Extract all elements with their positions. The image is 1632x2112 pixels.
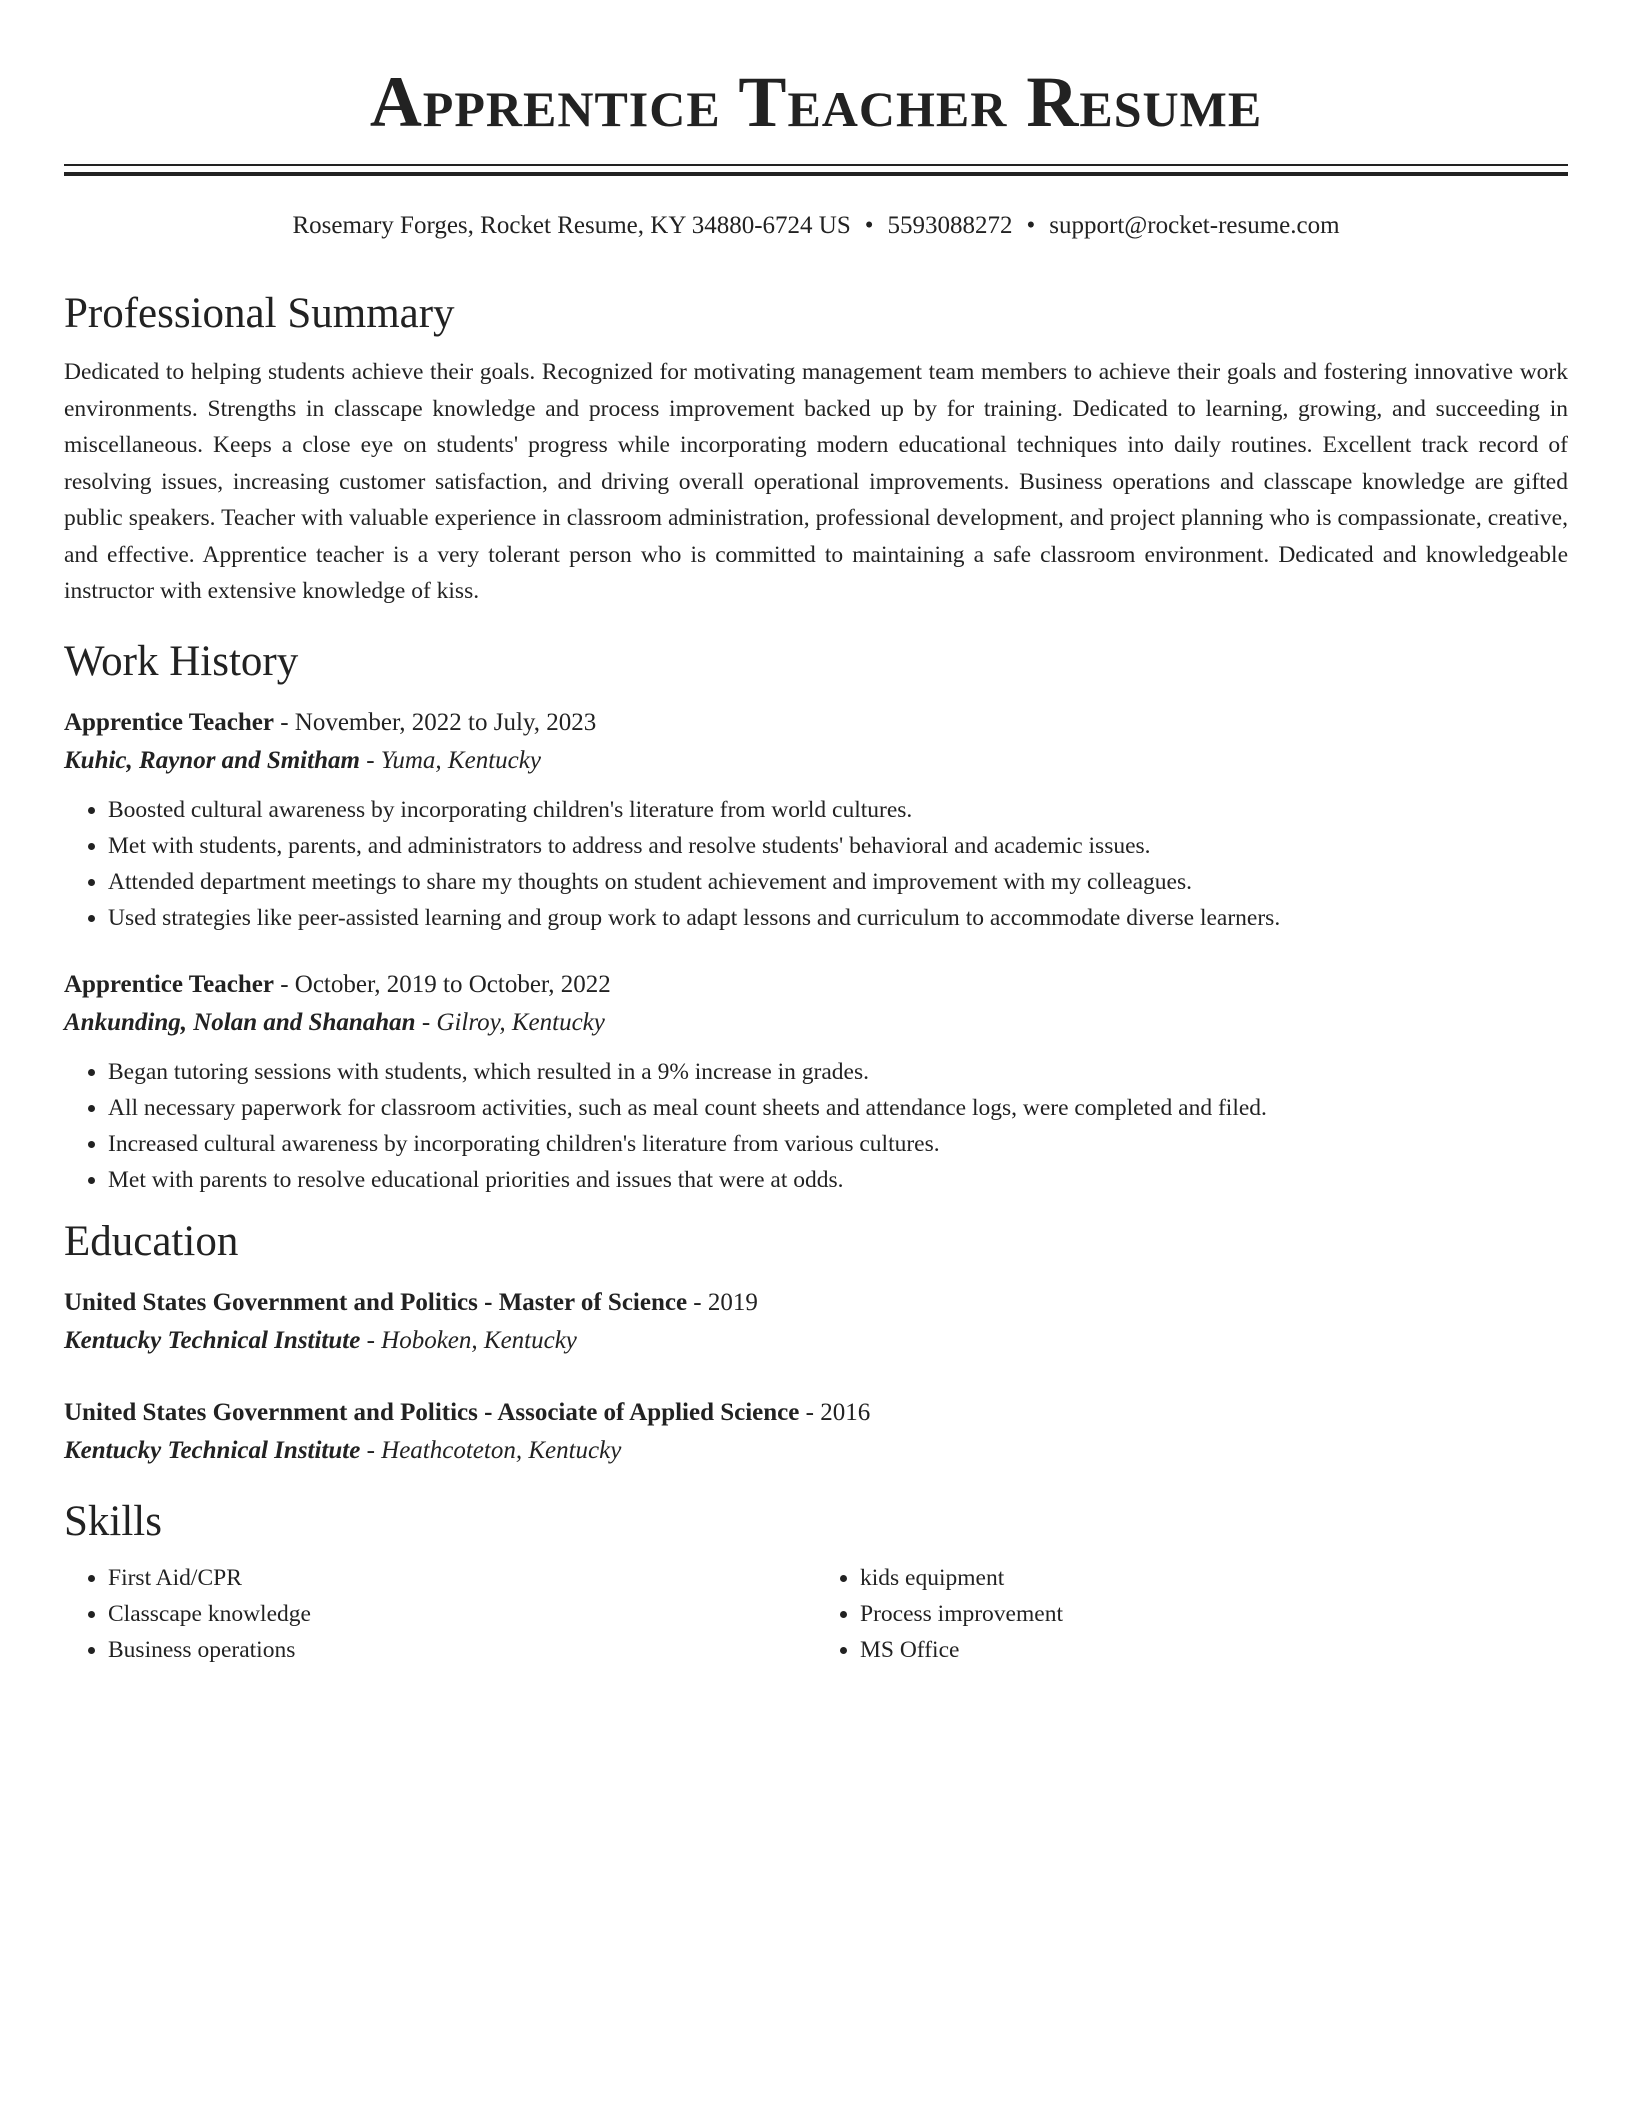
contact-phone: 5593088272 (887, 212, 1013, 239)
education-heading: Education (64, 1217, 239, 1265)
resume-title: Apprentice Teacher Resume (369, 62, 1263, 142)
education-school: Kentucky Technical Institute (64, 1326, 361, 1354)
job-bullet: • Used strategies like peer-assisted learning and group work to adapt lessons and curriculum to accommodate diverse learners. (108, 900, 1568, 936)
education-degree-line (64, 1284, 1568, 1322)
education-location: - Heathcoteton, Kentucky (360, 1436, 622, 1464)
education-year: - 2016 (799, 1398, 871, 1426)
job-title: Apprentice Teacher (64, 708, 274, 736)
job-dates: - November, 2022 to July, 2023 (273, 708, 597, 736)
skills-heading: Skills (64, 1497, 162, 1545)
skill-item: • MS Office (860, 1632, 1568, 1668)
job-bullet: • Met with parents to resolve educational priorities and issues that were at odds. (108, 1162, 1568, 1198)
skill-item: • Process improvement (860, 1596, 1568, 1632)
job-bullet: • Met with students, parents, and administrators to address and resolve students' behavioral and academic issues. (108, 828, 1568, 864)
contact-separator: • (864, 212, 874, 239)
skill-item: • First Aid/CPR (108, 1560, 816, 1596)
job-entry (64, 704, 1568, 936)
job-title: Apprentice Teacher (64, 970, 274, 998)
contact-address: Rosemary Forges, Rocket Resume, KY 34880-6724 US (292, 212, 851, 239)
education-entry (64, 1284, 1568, 1360)
education-school: Kentucky Technical Institute (64, 1436, 361, 1464)
job-bullets (64, 792, 1568, 936)
job-entry (64, 966, 1568, 1198)
job-location: - Yuma, Kentucky (359, 746, 541, 774)
skill-item: • kids equipment (860, 1560, 1568, 1596)
job-company: Ankunding, Nolan and Shanahan (64, 1008, 416, 1036)
education-school-line (64, 1322, 1568, 1360)
job-location: - Gilroy, Kentucky (415, 1008, 605, 1036)
job-company-line (64, 1004, 1568, 1042)
job-title-line (64, 704, 1568, 742)
skills-list (64, 1560, 1568, 1668)
summary-text: Dedicated to helping students achieve their goals. Recognized for motivating management team members to achieve their goals and fostering innovative work environments. Strengths in classcape knowledge and process improvement backed up by for training. Dedicated to learning, growing, and succeeding in miscellaneous. Keeps a close eye on students' progress while incorporating modern educational techniques into daily routines. Excellent track record of resolving issues, increasing customer satisfaction, and driving overall operational improvements. Business operations and classcape knowledge are gifted public speakers. Teacher with valuable experience in classroom administration, professional development, and project planning who is compassionate, creative, and effective. Apprentice teacher is a very tolerant person who is committed to maintaining a safe classroom environment. Dedicated and knowledgeable instructor with extensive knowledge of kiss. (64, 359, 1568, 604)
contact-email: support@rocket-resume.com (1049, 212, 1340, 239)
education-degree: United States Government and Politics - Master of Science (64, 1288, 688, 1316)
skill-item: • Classcape knowledge (108, 1596, 816, 1632)
education-degree-line (64, 1394, 1568, 1432)
job-title-line (64, 966, 1568, 1004)
contact-line (64, 210, 1568, 242)
job-bullet: • Attended department meetings to share my thoughts on student achievement and improvement with my colleagues. (108, 864, 1568, 900)
job-bullet: • Began tutoring sessions with students, which resulted in a 9% increase in grades. (108, 1054, 1568, 1090)
title-divider-thick (64, 172, 1568, 176)
education-degree: United States Government and Politics - Associate of Applied Science (64, 1398, 800, 1426)
job-company-line (64, 742, 1568, 780)
education-year: - 2019 (687, 1288, 758, 1316)
education-school-line (64, 1432, 1568, 1470)
job-bullet: • Boosted cultural awareness by incorporating children's literature from world cultures. (108, 792, 1568, 828)
skills-column-right (816, 1560, 1568, 1668)
summary-heading: Professional Summary (64, 290, 455, 337)
contact-separator: • (1026, 212, 1036, 239)
education-entry (64, 1394, 1568, 1470)
job-dates: - October, 2019 to October, 2022 (273, 970, 611, 998)
title-divider-thin (64, 164, 1568, 166)
skills-column-left (64, 1560, 816, 1668)
work-history-heading: Work History (64, 637, 299, 685)
job-bullet: • All necessary paperwork for classroom activities, such as meal count sheets and attendance logs, were completed and filed. (108, 1090, 1568, 1126)
education-location: - Hoboken, Kentucky (360, 1326, 577, 1354)
job-bullets (64, 1054, 1568, 1198)
skill-item: • Business operations (108, 1632, 816, 1668)
job-bullet: • Increased cultural awareness by incorporating children's literature from various cultures. (108, 1126, 1568, 1162)
job-company: Kuhic, Raynor and Smitham (64, 746, 360, 774)
